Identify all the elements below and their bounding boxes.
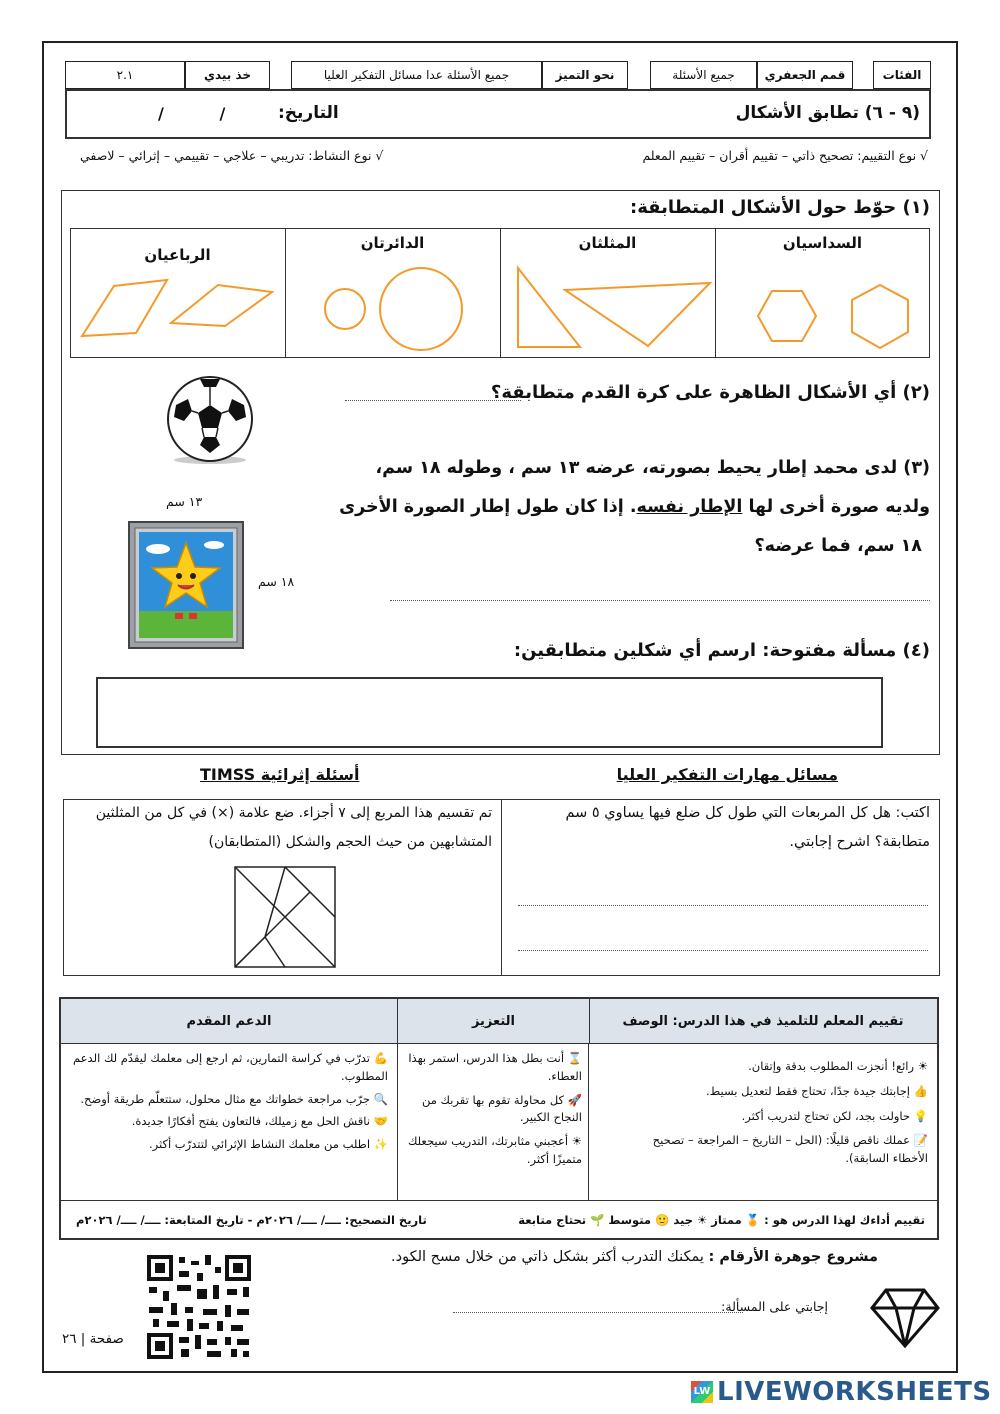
frame-width-label: ١٣ سم <box>166 494 203 509</box>
memo-icon: 📝 <box>913 1133 928 1148</box>
answer-label: إجابتي على المسألة: <box>721 1299 828 1314</box>
q3-line3: ١٨ سم، فما عرضه؟ <box>754 536 922 556</box>
sun-icon: ☀ <box>917 1059 928 1073</box>
project-text: يمكنك التدرب أكثر بشكل ذاتي من خلال مسح الكود. <box>391 1249 709 1265</box>
q1-shapes <box>70 228 930 358</box>
support-enrichment: اطلب من معلمك النشاط الإثرائي لتتدرّب أكثر. <box>149 1137 371 1152</box>
circles-label: الدائرتان <box>360 234 425 252</box>
q2-text: (٢) أي الأشكال الظاهرة على كرة القدم متطابقة؟ <box>490 382 930 403</box>
col-header-support <box>61 999 397 1044</box>
triangle-left[interactable] <box>518 268 580 347</box>
q3-line2-end: . إذا كان طول إطار الصورة الأخرى <box>339 497 637 517</box>
handshake-icon: 🤝 <box>373 1114 388 1129</box>
q1-text: (١) حوّط حول الأشكال المتطابقة: <box>630 197 930 218</box>
diamond-icon <box>870 1286 940 1348</box>
date-label: التاريخ: <box>278 103 339 123</box>
picture-frame-image <box>128 521 244 649</box>
triangle-right[interactable] <box>565 283 710 346</box>
timss-text-2: المتشابهين من حيث الحجم والشكل (المتطابقان) <box>208 834 492 850</box>
col-description-label: تقييم المعلم للتلميذ في هذا الدرس: الوصف <box>622 1013 904 1029</box>
reinforce-list <box>404 1050 582 1169</box>
desc-list <box>628 1058 928 1168</box>
category-1-scope: جميع الأسئلة <box>650 61 757 89</box>
liveworksheets-badge: LW <box>691 1381 713 1403</box>
q3-line1: (٣) لدى محمد إطار يحيط بصورته، عرضه ١٣ سم ، وطوله ١٨ سم، <box>375 458 930 478</box>
circle-small[interactable] <box>325 289 365 329</box>
category-1: قمم الجعفري <box>757 61 853 89</box>
evaluation-type: √ نوع التقييم: تصحيح ذاتي – تقييم أقران – تقييم المعلم <box>642 148 928 163</box>
hots-answer-line-2[interactable] <box>518 950 928 951</box>
divider <box>501 799 502 976</box>
hots-text-1: اكتب: هل كل المربعات التي طول كل ضلع فيها يساوي ٥ سم <box>565 805 930 821</box>
lesson-title: (٩ - ٦) تطابق الأشكال <box>735 103 920 123</box>
dates-line: تاريخ التصحيح: ــــ/ ــــ/ ٢٠٢٦م - تاريخ المتابعة: ــــ/ ــــ/ ٢٠٢٦م <box>76 1213 427 1227</box>
support-discuss: ناقش الحل مع زميلك، فالتعاون يفتح أفكارًا جديدة. <box>131 1114 371 1129</box>
activity-type: √ نوع النشاط: تدريبي – علاجي – تقييمي – إثرائي – لاصفي <box>80 148 384 163</box>
col-support-label: الدعم المقدم <box>186 1013 272 1029</box>
page-number: صفحة | ٢٦ <box>62 1331 124 1347</box>
hots-text-2: متطابقة؟ اشرح إجابتي. <box>789 834 930 850</box>
support-list <box>72 1050 388 1154</box>
q3-same-frame: الإطار نفسه <box>636 497 743 517</box>
reinforce-persist: أعجبني مثابرتك، التدريب سيجعلك متميزًا أكثر. <box>407 1134 582 1167</box>
support-review: جرّب مراجعة خطواتك مع مثال محلول، ستتعلّم طريقة أوضح. <box>80 1091 371 1106</box>
hexagon-left[interactable] <box>758 291 816 341</box>
q2-answer-line[interactable] <box>345 400 521 401</box>
reinforce-attempt: كل محاولة تقوم بها تقربك من النجاح الكبير. <box>421 1092 582 1125</box>
triangles-label: المثلثان <box>578 234 637 252</box>
sun-icon: ☀ <box>571 1134 582 1149</box>
qr-code-image[interactable] <box>145 1253 253 1361</box>
col-header-description <box>589 999 937 1044</box>
rocket-icon: 🚀 <box>567 1092 582 1107</box>
q4-drawing-area[interactable] <box>96 677 883 748</box>
category-2: نحو التميز <box>542 61 628 89</box>
desc-good: إجابتك جيدة جدًا، تحتاج فقط لتعديل بسيط. <box>705 1083 911 1098</box>
date-value[interactable]: / / <box>158 104 226 123</box>
project-name: مشروع جوهرة الأرقام : <box>708 1249 878 1265</box>
lightbulb-icon: 💡 <box>913 1108 928 1123</box>
hexagons-label: السداسيان <box>782 234 863 252</box>
footer-answer-line[interactable] <box>453 1312 743 1313</box>
circle-large[interactable] <box>380 268 462 350</box>
hexagon-right[interactable] <box>852 285 908 348</box>
desc-excellent: رائع! أنجزت المطلوب بدقة وإتقان. <box>748 1059 915 1073</box>
rating-line[interactable]: تقييم أداءك لهذا الدرس هو : 🏅 ممتاز ☀ جيد 🙂 متوسط 🌱 تحتاج متابعة <box>518 1213 925 1227</box>
tangram-square[interactable] <box>234 866 336 968</box>
desc-try: حاولت بجد، لكن تحتاج لتدريب أكثر. <box>741 1108 911 1123</box>
magnifier-icon: 🔍 <box>373 1091 388 1106</box>
rhombus-left[interactable] <box>82 280 167 336</box>
timss-title: أسئلة إثرائية TIMSS <box>200 765 360 784</box>
category-3-scope: ٢.١ <box>65 61 185 89</box>
desc-incomplete: عملك ناقص قليلًا: (الحل – التاريخ – المراجعة – تصحيح الأخطاء السابقة). <box>652 1133 928 1166</box>
q4-text: (٤) مسألة مفتوحة: ارسم أي شكلين متطابقين: <box>513 640 930 661</box>
thumbs-up-icon: 👍 <box>913 1083 928 1098</box>
sparkles-icon: ✨ <box>373 1137 388 1152</box>
timss-text-1: تم تقسيم هذا المربع إلى ٧ أجزاء. ضع علامة (×) في كل من المثلثين <box>95 805 492 821</box>
rhombus-right[interactable] <box>171 285 272 326</box>
soccer-ball-icon <box>164 375 256 465</box>
q3-line2-start: ولديه صورة أخرى لها <box>742 497 930 517</box>
q3-line2 <box>339 497 930 517</box>
category-3: خذ بيدي <box>185 61 270 89</box>
project-line <box>391 1249 878 1265</box>
divider <box>61 1200 937 1201</box>
quadrilaterals-label: الرباعيان <box>144 246 211 264</box>
q3-answer-line[interactable] <box>390 600 930 601</box>
support-workbook: تدرّب في كراسة التمارين، ثم ارجع إلى معلمك ليقدّم لك الدعم المطلوب. <box>73 1051 388 1083</box>
liveworksheets-brand: LIVEWORKSHEETS <box>717 1377 992 1407</box>
liveworksheets-logo[interactable] <box>691 1377 992 1407</box>
category-2-scope: جميع الأسئلة عدا مسائل التفكير العليا <box>291 61 542 89</box>
categories-label: الفئات <box>873 61 931 89</box>
hourglass-icon: ⌛ <box>567 1051 582 1065</box>
muscle-icon: 💪 <box>373 1051 388 1065</box>
col-reinforce-label: التعزيز <box>471 1013 516 1029</box>
col-header-reinforce <box>397 999 590 1044</box>
frame-height-label: ١٨ سم <box>258 574 295 589</box>
reinforce-hero: أنت بطل هذا الدرس، استمر بهذا العطاء. <box>408 1051 582 1083</box>
hots-answer-line-1[interactable] <box>518 905 928 906</box>
hots-title: مسائل مهارات التفكير العليا <box>616 765 838 784</box>
